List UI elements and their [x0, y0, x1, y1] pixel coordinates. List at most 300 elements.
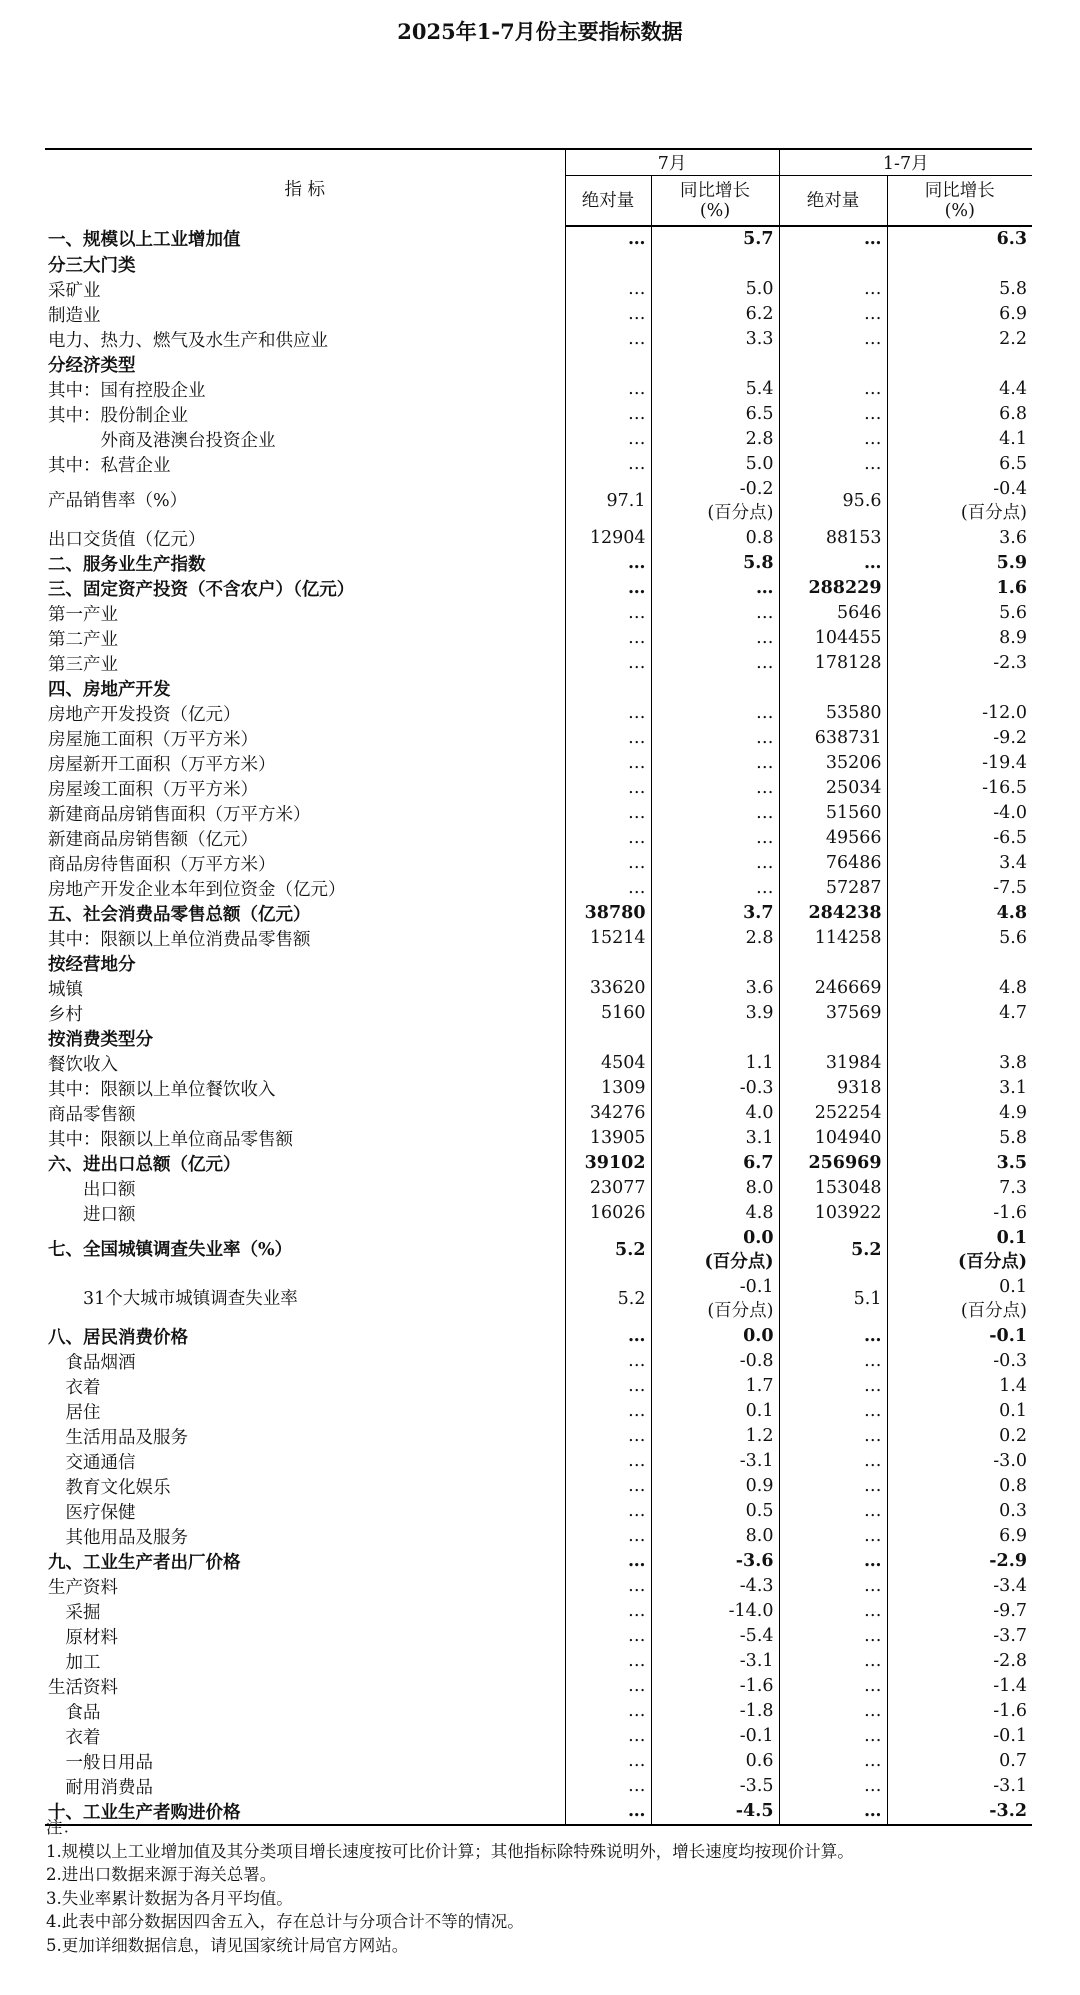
table-row: [45, 976, 1032, 1001]
table-row: [45, 1724, 1032, 1749]
page-title: 2025年1-7月份主要指标数据: [397, 19, 683, 44]
cell-v3: …: [779, 1449, 887, 1474]
cell-v4: 6.5: [887, 452, 1032, 477]
table-row: [45, 1151, 1032, 1176]
row-label: 其他用品及服务: [48, 1527, 188, 1548]
table-row: [45, 226, 1032, 252]
cell-v3: 104940: [779, 1126, 887, 1151]
table-row: [45, 1649, 1032, 1674]
cell-v2: …: [651, 626, 779, 651]
cell-v2: 0.0: [651, 1324, 779, 1349]
notes-section: [46, 1816, 854, 1957]
cell-v2: -0.1 (百分点): [651, 1275, 779, 1324]
table-row: [45, 1051, 1032, 1076]
row-label: 采矿业: [48, 280, 101, 301]
cell-v4: -3.7: [887, 1624, 1032, 1649]
cell-v3: 5.1: [779, 1275, 887, 1324]
cell-v4: -0.1: [887, 1724, 1032, 1749]
cell-v2: 0.6: [651, 1749, 779, 1774]
row-label: 出口交货值（亿元）: [48, 529, 206, 550]
ytd-column-header: 1-7月: [779, 149, 1032, 176]
row-label: 四、房地产开发: [48, 679, 171, 700]
month-yoy-header: 同比增长 (%): [651, 176, 779, 227]
cell-v2: [651, 676, 779, 701]
cell-v2: …: [651, 576, 779, 601]
table-row: [45, 1126, 1032, 1151]
table-row: [45, 402, 1032, 427]
cell-v3: …: [779, 551, 887, 576]
table-row: [45, 726, 1032, 751]
cell-v3: 31984: [779, 1051, 887, 1076]
row-label: 食品: [48, 1702, 101, 1723]
cell-v4: 0.1: [887, 1399, 1032, 1424]
cell-v3: …: [779, 1799, 887, 1825]
cell-v1: …: [565, 277, 651, 302]
table-row: [45, 676, 1032, 701]
cell-v2: 1.2: [651, 1424, 779, 1449]
cell-v2: 3.3: [651, 327, 779, 352]
cell-v3: …: [779, 1574, 887, 1599]
cell-v3: [779, 1026, 887, 1051]
row-label: 生活用品及服务: [48, 1427, 188, 1448]
table-row: [45, 327, 1032, 352]
cell-v3: …: [779, 277, 887, 302]
row-label: 居住: [48, 1402, 101, 1423]
cell-v3: …: [779, 1724, 887, 1749]
row-label: 一般日用品: [48, 1752, 153, 1773]
cell-v1: …: [565, 601, 651, 626]
cell-v2: -4.3: [651, 1574, 779, 1599]
cell-v2: -4.5: [651, 1799, 779, 1825]
cell-v4: -6.5: [887, 826, 1032, 851]
cell-v4: 4.7: [887, 1001, 1032, 1026]
table-row: [45, 1399, 1032, 1424]
cell-v2: 0.0 (百分点): [651, 1226, 779, 1275]
table-row: [45, 477, 1032, 526]
cell-v3: 104455: [779, 626, 887, 651]
cell-v1: …: [565, 1524, 651, 1549]
row-label: 一、规模以上工业增加值: [48, 230, 241, 251]
cell-v1: …: [565, 1324, 651, 1349]
cell-v1: 16026: [565, 1201, 651, 1226]
cell-v1: [565, 951, 651, 976]
table-row: [45, 427, 1032, 452]
row-label: 九、工业生产者出厂价格: [48, 1552, 241, 1573]
table-row: [45, 1349, 1032, 1374]
indicator-column-header: 指 标: [45, 149, 565, 226]
cell-v4: -12.0: [887, 701, 1032, 726]
row-label: 新建商品房销售面积（万平方米）: [48, 804, 311, 825]
cell-v4: 3.1: [887, 1076, 1032, 1101]
row-label: 衣着: [48, 1377, 101, 1398]
cell-v3: 49566: [779, 826, 887, 851]
cell-v1: …: [565, 626, 651, 651]
cell-v2: 0.1: [651, 1399, 779, 1424]
table-row: [45, 352, 1032, 377]
cell-v1: 39102: [565, 1151, 651, 1176]
cell-v4: 0.1 (百分点): [887, 1275, 1032, 1324]
cell-v3: …: [779, 427, 887, 452]
cell-v3: …: [779, 1324, 887, 1349]
cell-v1: 97.1: [565, 477, 651, 526]
cell-v4: 0.3: [887, 1499, 1032, 1524]
row-label: 房地产开发企业本年到位资金（亿元）: [48, 879, 346, 900]
cell-v3: 114258: [779, 926, 887, 951]
cell-v1: …: [565, 452, 651, 477]
cell-v3: 178128: [779, 651, 887, 676]
cell-v1: …: [565, 302, 651, 327]
row-label: 衣着: [48, 1727, 101, 1748]
cell-v1: …: [565, 1774, 651, 1799]
cell-v3: …: [779, 1699, 887, 1724]
cell-v1: …: [565, 1599, 651, 1624]
cell-v4: 0.2: [887, 1424, 1032, 1449]
table-row: [45, 1324, 1032, 1349]
cell-v2: …: [651, 601, 779, 626]
cell-v2: -3.5: [651, 1774, 779, 1799]
row-label: 按消费类型分: [48, 1029, 153, 1050]
table-row: [45, 1699, 1032, 1724]
cell-v2: 5.0: [651, 452, 779, 477]
cell-v4: [887, 1026, 1032, 1051]
cell-v4: -2.8: [887, 1649, 1032, 1674]
cell-v1: …: [565, 1674, 651, 1699]
cell-v3: …: [779, 327, 887, 352]
cell-v3: …: [779, 1374, 887, 1399]
cell-v3: …: [779, 1599, 887, 1624]
cell-v3: …: [779, 1774, 887, 1799]
cell-v1: [565, 352, 651, 377]
table-row: [45, 1026, 1032, 1051]
table-row: [45, 626, 1032, 651]
cell-v1: …: [565, 876, 651, 901]
cell-v3: 9318: [779, 1076, 887, 1101]
cell-v3: 37569: [779, 1001, 887, 1026]
cell-v2: 3.7: [651, 901, 779, 926]
cell-v4: -2.9: [887, 1549, 1032, 1574]
cell-v4: -1.6: [887, 1201, 1032, 1226]
cell-v4: [887, 252, 1032, 277]
table-row: [45, 1275, 1032, 1324]
cell-v2: …: [651, 751, 779, 776]
cell-v1: …: [565, 1499, 651, 1524]
cell-v2: -0.8: [651, 1349, 779, 1374]
cell-v2: -14.0: [651, 1599, 779, 1624]
cell-v3: …: [779, 226, 887, 252]
cell-v1: [565, 676, 651, 701]
cell-v2: -3.1: [651, 1649, 779, 1674]
cell-v1: …: [565, 1749, 651, 1774]
cell-v4: 5.6: [887, 601, 1032, 626]
cell-v1: 33620: [565, 976, 651, 1001]
cell-v3: 246669: [779, 976, 887, 1001]
cell-v4: 0.1 (百分点): [887, 1226, 1032, 1275]
cell-v4: -3.1: [887, 1774, 1032, 1799]
cell-v1: …: [565, 1424, 651, 1449]
cell-v4: 3.6: [887, 526, 1032, 551]
cell-v4: -3.2: [887, 1799, 1032, 1825]
note-line: 5.更加详细数据信息，请见国家统计局官方网站。: [46, 1935, 409, 1955]
cell-v1: 1309: [565, 1076, 651, 1101]
cell-v2: -0.3: [651, 1076, 779, 1101]
row-label: 乡村: [48, 1004, 83, 1025]
cell-v2: 6.7: [651, 1151, 779, 1176]
cell-v3: 638731: [779, 726, 887, 751]
cell-v4: -16.5: [887, 776, 1032, 801]
note-line: 4.此表中部分数据因四舍五入，存在总计与分项合计不等的情况。: [46, 1912, 524, 1931]
cell-v2: 2.8: [651, 427, 779, 452]
cell-v3: 256969: [779, 1151, 887, 1176]
cell-v2: 5.7: [651, 226, 779, 252]
cell-v2: …: [651, 651, 779, 676]
cell-v4: -1.6: [887, 1699, 1032, 1724]
cell-v3: …: [779, 377, 887, 402]
row-label: 电力、热力、燃气及水生产和供应业: [48, 330, 328, 351]
cell-v3: 153048: [779, 1176, 887, 1201]
cell-v4: -9.2: [887, 726, 1032, 751]
cell-v4: -3.0: [887, 1449, 1032, 1474]
cell-v3: …: [779, 1349, 887, 1374]
cell-v4: 0.8: [887, 1474, 1032, 1499]
table-row: [45, 1624, 1032, 1649]
row-label: 房屋竣工面积（万平方米）: [48, 779, 258, 800]
cell-v1: …: [565, 826, 651, 851]
table-row: [45, 1201, 1032, 1226]
note-line: 3.失业率累计数据为各月平均值。: [46, 1888, 293, 1908]
cell-v3: …: [779, 1524, 887, 1549]
row-label: 三、固定资产投资（不含农户）（亿元）: [48, 579, 355, 600]
cell-v1: 5.2: [565, 1275, 651, 1324]
ytd-yoy-header: 同比增长 (%): [887, 176, 1032, 227]
row-label: 第二产业: [48, 629, 118, 650]
cell-v1: …: [565, 801, 651, 826]
row-label: 出口额: [48, 1179, 136, 1200]
row-label: 城镇: [48, 979, 83, 1000]
row-label: 其中：股份制企业: [48, 405, 188, 426]
cell-v3: [779, 352, 887, 377]
cell-v1: …: [565, 1349, 651, 1374]
cell-v2: 0.9: [651, 1474, 779, 1499]
cell-v1: …: [565, 1624, 651, 1649]
row-label: 二、服务业生产指数: [48, 554, 206, 575]
cell-v1: …: [565, 1549, 651, 1574]
table-row: [45, 951, 1032, 976]
cell-v2: -3.1: [651, 1449, 779, 1474]
cell-v4: -0.3: [887, 1349, 1032, 1374]
cell-v2: 8.0: [651, 1524, 779, 1549]
cell-v1: 23077: [565, 1176, 651, 1201]
cell-v4: 1.6: [887, 576, 1032, 601]
cell-v4: 4.9: [887, 1101, 1032, 1126]
cell-v1: 13905: [565, 1126, 651, 1151]
cell-v2: [651, 1026, 779, 1051]
cell-v4: 3.8: [887, 1051, 1032, 1076]
table-row: [45, 1001, 1032, 1026]
table-row: [45, 1499, 1032, 1524]
cell-v1: …: [565, 1474, 651, 1499]
table-row: [45, 1449, 1032, 1474]
cell-v2: 1.1: [651, 1051, 779, 1076]
cell-v3: 76486: [779, 851, 887, 876]
cell-v4: 6.9: [887, 1524, 1032, 1549]
cell-v4: -7.5: [887, 876, 1032, 901]
month-absolute-header: 绝对量: [565, 176, 651, 227]
cell-v2: 5.0: [651, 277, 779, 302]
cell-v1: …: [565, 427, 651, 452]
row-label: 原材料: [48, 1627, 118, 1648]
cell-v4: [887, 676, 1032, 701]
note-line: 注：: [46, 1818, 79, 1837]
table-row: [45, 1424, 1032, 1449]
row-label: 房屋施工面积（万平方米）: [48, 729, 258, 750]
cell-v2: …: [651, 776, 779, 801]
table-row: [45, 1474, 1032, 1499]
cell-v4: 4.1: [887, 427, 1032, 452]
table-row: [45, 377, 1032, 402]
cell-v4: 2.2: [887, 327, 1032, 352]
cell-v1: 15214: [565, 926, 651, 951]
row-label: 按经营地分: [48, 954, 136, 975]
table-row: [45, 876, 1032, 901]
cell-v3: 103922: [779, 1201, 887, 1226]
row-label: 商品零售额: [48, 1104, 136, 1125]
cell-v1: …: [565, 751, 651, 776]
cell-v1: 34276: [565, 1101, 651, 1126]
row-label: 五、社会消费品零售总额（亿元）: [48, 904, 311, 925]
cell-v4: -9.7: [887, 1599, 1032, 1624]
cell-v2: [651, 951, 779, 976]
row-label: 外商及港澳台投资企业: [48, 430, 276, 451]
cell-v2: [651, 352, 779, 377]
table-row: [45, 851, 1032, 876]
table-row: [45, 701, 1032, 726]
cell-v2: 2.8: [651, 926, 779, 951]
cell-v1: …: [565, 776, 651, 801]
cell-v2: 6.2: [651, 302, 779, 327]
row-label: 交通通信: [48, 1452, 136, 1473]
cell-v4: [887, 352, 1032, 377]
cell-v1: 5160: [565, 1001, 651, 1026]
row-label: 新建商品房销售额（亿元）: [48, 829, 258, 850]
table-row: [45, 1574, 1032, 1599]
cell-v3: 53580: [779, 701, 887, 726]
table-row: [45, 252, 1032, 277]
row-label: 生活资料: [48, 1677, 118, 1698]
row-label: 其中：限额以上单位消费品零售额: [48, 929, 311, 950]
cell-v4: 7.3: [887, 1176, 1032, 1201]
cell-v3: 35206: [779, 751, 887, 776]
cell-v2: -1.6: [651, 1674, 779, 1699]
cell-v4: -0.1: [887, 1324, 1032, 1349]
row-label: 生产资料: [48, 1577, 118, 1598]
table-row: [45, 1374, 1032, 1399]
cell-v4: 5.8: [887, 1126, 1032, 1151]
row-label: 其中：国有控股企业: [48, 380, 206, 401]
cell-v1: …: [565, 327, 651, 352]
table-row: [45, 277, 1032, 302]
row-label: 商品房待售面积（万平方米）: [48, 854, 276, 875]
cell-v4: 5.8: [887, 277, 1032, 302]
row-label: 餐饮收入: [48, 1054, 118, 1075]
table-row: [45, 826, 1032, 851]
row-label: 教育文化娱乐: [48, 1477, 171, 1498]
cell-v2: …: [651, 726, 779, 751]
cell-v2: -5.4: [651, 1624, 779, 1649]
table-row: [45, 452, 1032, 477]
cell-v4: 5.6: [887, 926, 1032, 951]
row-label: 食品烟酒: [48, 1352, 136, 1373]
cell-v2: …: [651, 801, 779, 826]
cell-v4: 5.9: [887, 551, 1032, 576]
cell-v4: 6.9: [887, 302, 1032, 327]
cell-v2: -0.1: [651, 1724, 779, 1749]
row-label: 房屋新开工面积（万平方米）: [48, 754, 276, 775]
cell-v3: …: [779, 1674, 887, 1699]
row-label: 分经济类型: [48, 355, 136, 376]
cell-v1: …: [565, 1699, 651, 1724]
cell-v4: -1.4: [887, 1674, 1032, 1699]
cell-v2: 3.9: [651, 1001, 779, 1026]
cell-v2: 8.0: [651, 1176, 779, 1201]
cell-v3: 5646: [779, 601, 887, 626]
row-label: 采掘: [48, 1602, 101, 1623]
cell-v3: [779, 252, 887, 277]
table-row: [45, 1674, 1032, 1699]
cell-v1: …: [565, 551, 651, 576]
cell-v4: 6.8: [887, 402, 1032, 427]
cell-v3: 25034: [779, 776, 887, 801]
row-label: 第一产业: [48, 604, 118, 625]
table-row: [45, 302, 1032, 327]
cell-v3: …: [779, 302, 887, 327]
table-row: [45, 601, 1032, 626]
table-row: [45, 1226, 1032, 1275]
cell-v4: -19.4: [887, 751, 1032, 776]
cell-v2: 4.8: [651, 1201, 779, 1226]
row-label: 耐用消费品: [48, 1777, 153, 1798]
cell-v3: …: [779, 1649, 887, 1674]
cell-v3: 288229: [779, 576, 887, 601]
table-row: [45, 576, 1032, 601]
table-row: [45, 1774, 1032, 1799]
table-row: [45, 526, 1032, 551]
table-row: [45, 651, 1032, 676]
cell-v2: …: [651, 826, 779, 851]
table-row: [45, 1599, 1032, 1624]
cell-v4: 6.3: [887, 226, 1032, 252]
cell-v3: [779, 676, 887, 701]
row-label: 加工: [48, 1652, 101, 1673]
table-row: [45, 1749, 1032, 1774]
cell-v4: -4.0: [887, 801, 1032, 826]
table-row: [45, 926, 1032, 951]
cell-v3: …: [779, 1474, 887, 1499]
cell-v2: 5.4: [651, 377, 779, 402]
note-line: 2.进出口数据来源于海关总署。: [46, 1865, 277, 1884]
cell-v2: -3.6: [651, 1549, 779, 1574]
cell-v2: -0.2 (百分点): [651, 477, 779, 526]
cell-v1: [565, 1026, 651, 1051]
cell-v1: [565, 252, 651, 277]
row-label: 产品销售率（%）: [48, 491, 188, 512]
cell-v3: 95.6: [779, 477, 887, 526]
table-body: [45, 226, 1032, 1825]
table-header: [45, 149, 1032, 226]
row-label: 其中：限额以上单位商品零售额: [48, 1129, 293, 1150]
row-label: 分三大门类: [48, 255, 136, 276]
cell-v2: …: [651, 701, 779, 726]
cell-v3: …: [779, 402, 887, 427]
